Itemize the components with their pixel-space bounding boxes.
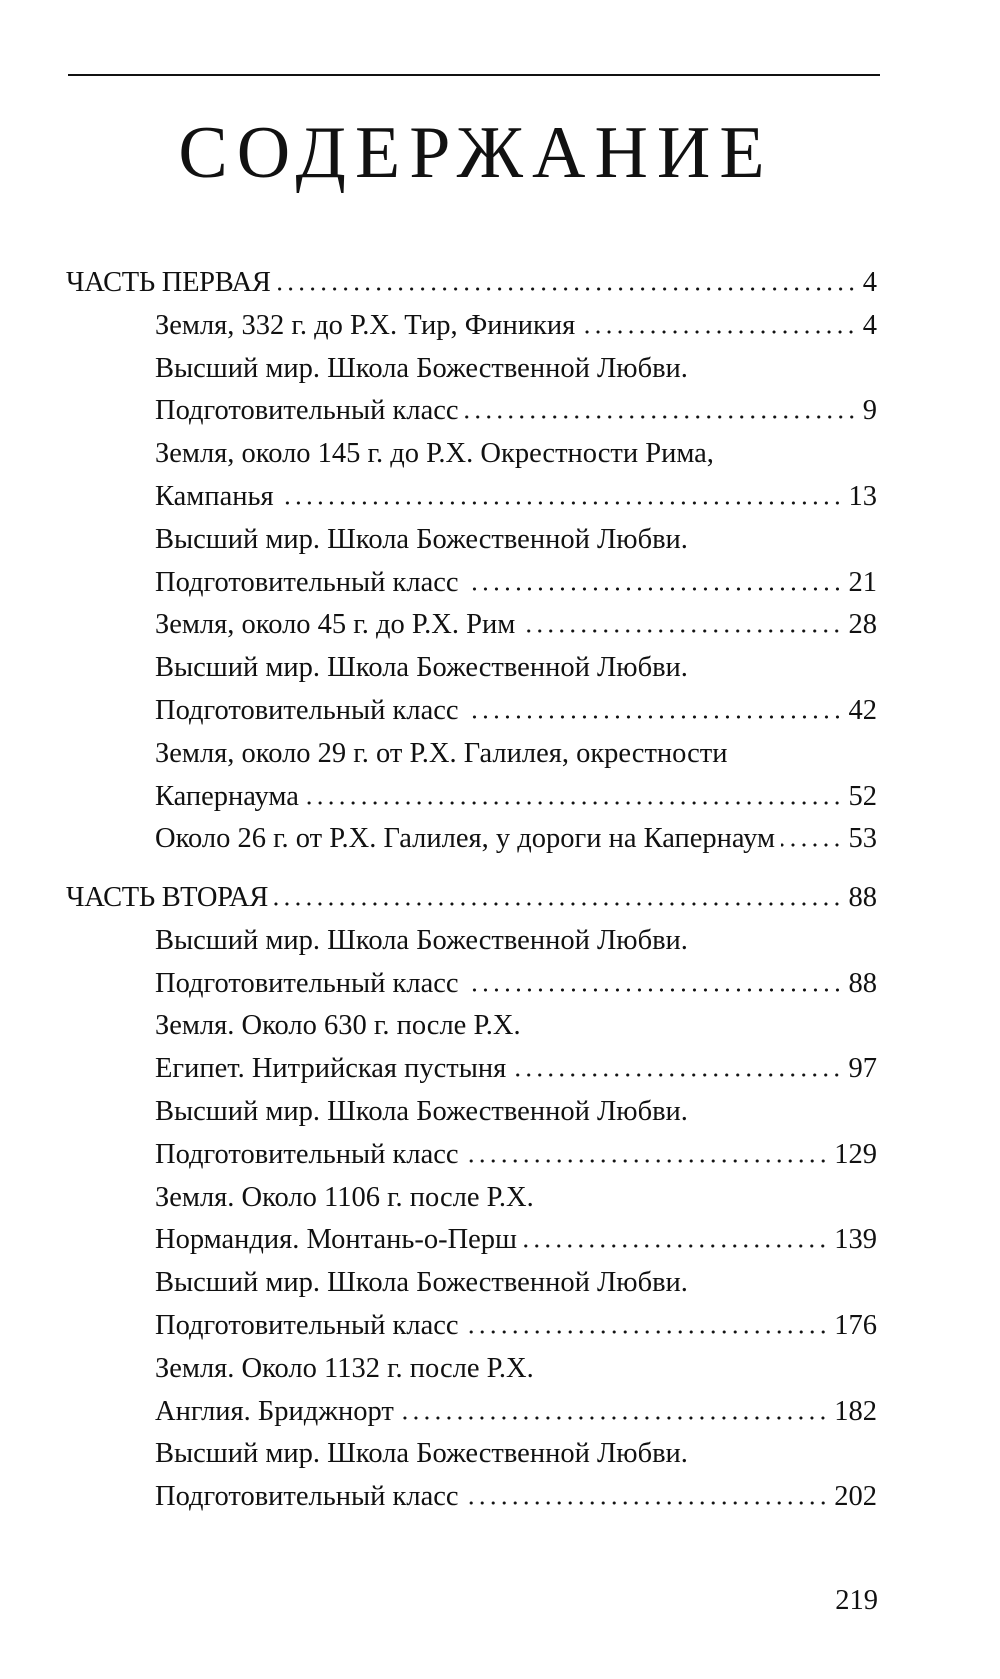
toc-line [155,1134,877,1177]
toc-line-text: Земля. Около 1132 г. после Р.Х. [155,1352,534,1384]
toc-line [155,1005,877,1048]
toc-entry[interactable] [155,647,877,733]
dot-leader [400,1416,828,1420]
toc-line-text: Подготовительный класс [155,566,459,598]
toc-entry[interactable] [155,1177,877,1263]
toc-entry[interactable] [155,519,877,605]
toc-page-number: 4 [862,309,877,341]
toc-entry[interactable] [155,818,877,861]
page-number: 219 [835,1585,878,1616]
toc-line-text: Высший мир. Школа Божественной Любви. [155,924,688,956]
toc-line-text: Высший мир. Школа Божественной Любви. [155,1095,688,1127]
toc-line [66,877,877,920]
toc-line [155,519,877,562]
toc-line [155,476,877,519]
toc-line [155,1391,877,1434]
toc-page-number: 52 [848,780,877,812]
toc-line-text: Высший мир. Школа Божественной Любви. [155,1267,688,1299]
toc-page-number: 202 [834,1481,877,1513]
dot-leader [521,629,842,633]
toc-line-text: Кампанья [155,480,274,512]
toc-line-text: Около 26 г. от Р.Х. Галилея, у дороги на Капернаум [155,823,776,855]
toc-line [155,1305,877,1348]
toc-page-number: 182 [834,1395,877,1427]
toc-page-number: 13 [848,480,877,512]
dot-leader [465,415,857,419]
toc-line [155,562,877,605]
toc-line [155,1177,877,1220]
toc-page-number: 21 [848,566,877,598]
dot-leader [465,715,843,719]
dot-leader [465,1330,829,1334]
dot-leader [305,801,843,805]
toc-line [155,1348,877,1391]
toc-entry[interactable] [155,348,877,434]
toc-line-text: Подготовительный класс [155,395,459,427]
toc-entry[interactable] [155,1348,877,1434]
toc-line-text: ЧАСТЬ ВТОРАЯ [66,882,269,913]
toc-line-text: Нормандия. Монтань-о-Перш [155,1224,517,1256]
dot-leader [280,501,843,505]
toc-line [155,647,877,690]
dot-leader [465,988,843,992]
toc-page-number: 42 [848,694,877,726]
toc-line [155,920,877,963]
toc-line [66,262,877,305]
toc-page-number: 88 [848,967,877,999]
toc-line [155,390,877,433]
toc-line-text: Капернаума [155,780,299,812]
toc-line-text: Земля, 332 г. до Р.Х. Тир, Финикия [155,309,576,341]
toc-entry[interactable] [155,920,877,1006]
toc-page-number: 9 [862,395,877,427]
toc-line [155,1476,877,1519]
toc-entry[interactable] [155,1005,877,1091]
toc-line-text: Египет. Нитрийская пустыня [155,1053,507,1085]
toc-line [155,1433,877,1476]
toc-entry[interactable] [155,604,877,647]
toc-entry[interactable] [155,433,877,519]
toc-page-number: 139 [834,1224,877,1256]
dot-leader [523,1244,828,1248]
toc-line-text: Земля, около 145 г. до Р.Х. Окрестности Рима, [155,438,714,470]
toc-line [155,818,877,861]
page-title: СОДЕРЖАНИЕ [178,112,774,194]
dot-leader [581,330,857,334]
toc-line-text: Англия. Бриджнорт [155,1395,394,1427]
toc-page-number: 4 [862,267,877,298]
toc-line-text: Подготовительный класс [155,694,459,726]
toc-entry[interactable] [155,1433,877,1519]
toc-line [155,1262,877,1305]
dot-leader [465,1159,829,1163]
toc-line [155,604,877,647]
toc-entry[interactable] [155,305,877,348]
dot-leader [465,1501,829,1505]
toc-line-text: Земля, около 29 г. от Р.Х. Галилея, окрестности [155,737,728,769]
toc-page-number: 129 [834,1138,877,1170]
toc-line [155,963,877,1006]
toc-line [155,1091,877,1134]
dot-leader [274,902,842,906]
toc-line-text: Подготовительный класс [155,1481,459,1513]
toc-line-text: ЧАСТЬ ПЕРВАЯ [66,267,271,298]
toc-entry[interactable] [155,1262,877,1348]
toc-page-number: 97 [848,1053,877,1085]
toc-line-text: Подготовительный класс [155,1138,459,1170]
toc-line-text: Подготовительный класс [155,1309,459,1341]
toc-line-text: Земля, около 45 г. до Р.Х. Рим [155,609,516,641]
toc-line [155,433,877,476]
toc-line [155,305,877,348]
toc-entry[interactable] [155,1091,877,1177]
toc-line [155,348,877,391]
toc-line-text: Земля. Около 630 г. после Р.Х. [155,1010,521,1042]
toc-page-number: 28 [848,609,877,641]
toc-line-text: Подготовительный класс [155,967,459,999]
toc-part-1 [66,262,877,861]
top-rule [68,74,880,76]
toc-line-text: Высший мир. Школа Божественной Любви. [155,1438,688,1470]
toc-line-text: Высший мир. Школа Божественной Любви. [155,523,688,555]
toc-line-text: Высший мир. Школа Божественной Любви. [155,352,688,384]
toc-line-text: Высший мир. Школа Божественной Любви. [155,652,688,684]
toc-part-2 [66,877,877,1519]
toc-line-text: Земля. Около 1106 г. после Р.Х. [155,1181,534,1213]
toc-line [155,1219,877,1262]
toc-entry[interactable] [155,733,877,819]
toc-line [155,733,877,776]
dot-leader [465,587,843,591]
toc-page-number: 176 [834,1309,877,1341]
toc-page-number: 88 [848,882,877,913]
toc-line [155,690,877,733]
dot-leader [277,287,857,291]
dot-leader [781,843,842,847]
toc-line [155,776,877,819]
toc-line [155,1048,877,1091]
dot-leader [512,1073,842,1077]
toc-page-number: 53 [848,823,877,855]
